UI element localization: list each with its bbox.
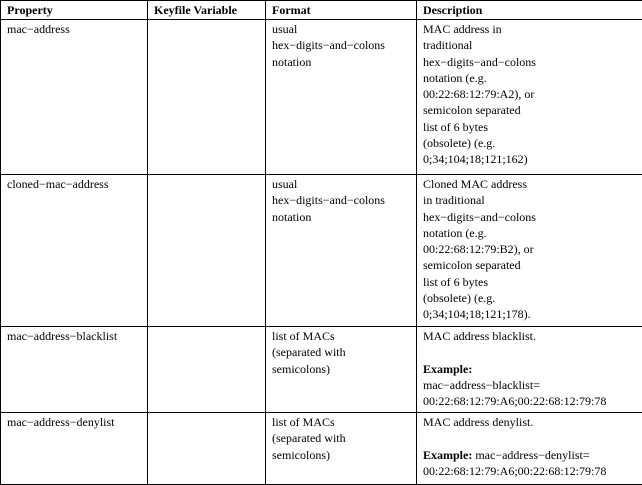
example-line — [423, 447, 637, 463]
description-cell — [417, 175, 642, 327]
header-format: Format — [266, 1, 417, 20]
description-cell — [417, 413, 642, 485]
description-line: notation (e.g. — [423, 225, 637, 241]
example-line: 00:22:68:12:79:A6;00:22:68:12:79:78 — [423, 463, 637, 479]
description-line: Cloned MAC address — [423, 176, 637, 192]
keyfile-cell — [148, 175, 266, 327]
format-line: list of MACs — [272, 414, 410, 430]
format-line: hex−digits−and−colons — [272, 192, 410, 208]
header-keyfile-variable: Keyfile Variable — [148, 1, 266, 20]
example-line: mac−address−blacklist= — [423, 377, 637, 393]
format-line: usual — [272, 21, 410, 37]
header-description: Description — [417, 1, 642, 20]
paragraph-spacer — [423, 430, 637, 446]
header-row — [1, 1, 642, 20]
property-cell: mac−address — [1, 20, 148, 175]
description-line: list of 6 bytes — [423, 274, 637, 290]
keyfile-cell — [148, 327, 266, 413]
description-line: hex−digits−and−colons — [423, 54, 637, 70]
example-label: Example: — [423, 361, 637, 377]
description-line: 0;34;104;18;121;162) — [423, 151, 637, 167]
description-line: 00:22:68:12:79:B2), or — [423, 241, 637, 257]
format-line: hex−digits−and−colons — [272, 37, 410, 53]
format-line: list of MACs — [272, 328, 410, 344]
format-cell — [266, 20, 417, 175]
header-property: Property — [1, 1, 148, 20]
table-row — [1, 175, 642, 327]
table-row — [1, 413, 642, 485]
description-line: semicolon separated — [423, 102, 637, 118]
format-line: (separated with — [272, 430, 410, 446]
format-line: semicolons) — [272, 447, 410, 463]
description-line: hex−digits−and−colons — [423, 209, 637, 225]
description-line: in traditional — [423, 192, 637, 208]
description-cell — [417, 327, 642, 413]
format-cell — [266, 175, 417, 327]
example-label: Example: — [423, 448, 472, 462]
table-row — [1, 20, 642, 175]
property-cell: mac−address−denylist — [1, 413, 148, 485]
description-line: (obsolete) (e.g. — [423, 290, 637, 306]
example-inline: mac−address−denylist= — [472, 448, 589, 462]
keyfile-cell — [148, 413, 266, 485]
description-line: MAC address in — [423, 21, 637, 37]
format-line: usual — [272, 176, 410, 192]
description-line: (obsolete) (e.g. — [423, 135, 637, 151]
description-line: 0;34;104;18;121;178). — [423, 306, 637, 322]
format-line: notation — [272, 54, 410, 70]
format-cell — [266, 413, 417, 485]
description-line: list of 6 bytes — [423, 119, 637, 135]
description-cell — [417, 20, 642, 175]
paragraph-spacer — [423, 344, 637, 360]
example-line: 00:22:68:12:79:A6;00:22:68:12:79:78 — [423, 393, 637, 409]
keyfile-cell — [148, 20, 266, 175]
format-line: semicolons) — [272, 361, 410, 377]
description-text: MAC address denylist. — [423, 414, 637, 430]
format-line: notation — [272, 209, 410, 225]
description-line: semicolon separated — [423, 257, 637, 273]
table-row — [1, 327, 642, 413]
description-line: notation (e.g. — [423, 70, 637, 86]
description-text: MAC address blacklist. — [423, 328, 637, 344]
format-line: (separated with — [272, 344, 410, 360]
description-line: traditional — [423, 37, 637, 53]
property-cell: mac−address−blacklist — [1, 327, 148, 413]
description-line: 00:22:68:12:79:A2), or — [423, 86, 637, 102]
property-cell: cloned−mac−address — [1, 175, 148, 327]
format-cell — [266, 327, 417, 413]
